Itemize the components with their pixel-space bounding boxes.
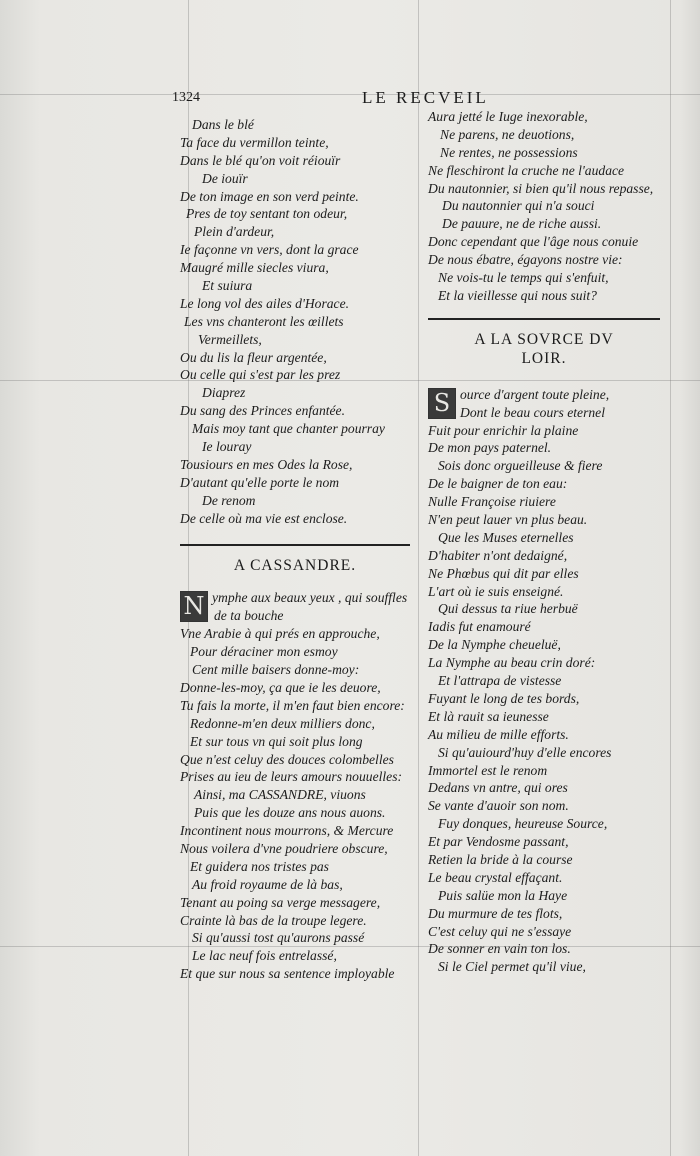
verse-line: Et la vieillesse qui nous suit?: [438, 287, 597, 303]
verse-line: Qui dessus ta riue herbuë: [438, 601, 578, 617]
left-column: [180, 116, 410, 983]
verse-line: Incontinent nous mourrons, & Mercure: [180, 823, 394, 839]
verse-line: C'est celuy qui ne s'essaye: [428, 923, 572, 939]
verse-line: ource d'argent toute pleine,: [460, 386, 610, 402]
verse-line: Du nautonnier, si bien qu'il nous repasse,: [428, 180, 654, 196]
page-fold-line: [670, 0, 671, 1156]
verse-line: Tenant au poing sa verge messagere,: [180, 894, 381, 910]
verse-line: Le beau crystal effaçant.: [428, 869, 563, 885]
verse-line: Si le Ciel permet qu'il viue,: [438, 959, 586, 975]
verse-line: Maugré mille siecles viura,: [180, 260, 329, 276]
verse-line: Vermeillets,: [198, 331, 262, 347]
running-title: LE RECVEIL: [362, 88, 489, 107]
page-number: 1324: [172, 90, 200, 105]
dropcap-letter: S: [428, 388, 456, 419]
verse-line: De le baigner de ton eau:: [428, 476, 568, 492]
verse-line: de ta bouche: [214, 608, 284, 624]
verse-line: Sois donc orgueilleuse & fiere: [438, 458, 603, 474]
verse-line: Tousiours en mes Odes la Rose,: [180, 456, 353, 472]
verse-line: Nulle Françoise riuiere: [428, 494, 556, 510]
verse-line: Crainte là bas de la troupe legere.: [180, 912, 367, 928]
verse-line: Dans le blé qu'on voit réiouïr: [180, 152, 341, 168]
verse-line: Et l'attrapa de vistesse: [438, 673, 562, 689]
verse-line: Donc cependant que l'âge nous conuie: [428, 234, 639, 250]
verse-line: De mon pays paternel.: [428, 440, 552, 456]
verse-line: Dans le blé: [192, 117, 254, 132]
verse-line: Ie louray: [202, 439, 252, 455]
verse-line: Puis salüe mon la Haye: [438, 887, 568, 903]
verse-line: Dont le beau cours eternel: [460, 404, 605, 420]
verse-line: Pour déraciner mon esmoy: [190, 644, 338, 660]
verse-line: Se vante d'auoir son nom.: [428, 798, 569, 814]
verse-line: Si qu'aussi tost qu'aurons passé: [192, 930, 365, 946]
verse-line: Et guidera nos tristes pas: [190, 858, 329, 874]
verse-line: De sonner en vain ton los.: [428, 941, 571, 957]
verse-line: Donne-les-moy, ça que ie les deuore,: [180, 679, 381, 695]
verse-line: Plein d'ardeur,: [194, 224, 275, 240]
verse-line: Au milieu de mille efforts.: [428, 726, 569, 742]
verse-line: Et que sur nous sa sentence imployable: [180, 966, 395, 982]
verse-line: D'autant qu'elle porte le nom: [180, 474, 340, 490]
verse-line: Du nautonnier qui n'a souci: [442, 198, 595, 214]
verse-line: Les vns chanteront les œillets: [184, 313, 344, 329]
verse-line: Dedans vn antre, qui ores: [428, 780, 568, 796]
verse-line: Du sang des Princes enfantée.: [180, 403, 345, 419]
verse-line: Nous voilera d'vne poudriere obscure,: [180, 840, 388, 856]
verse-line: Ou celle qui s'est par les prez: [180, 367, 341, 383]
verse-line: De iouïr: [202, 170, 248, 186]
verse-line: Tu fais la morte, il m'en faut bien encore:: [180, 697, 405, 713]
verse-line: Ne fleschiront la cruche ne l'audace: [428, 162, 625, 178]
poem-cassandre: [180, 589, 410, 983]
verse-line: De ton image en son verd peinte.: [180, 188, 359, 204]
verse-line: Vne Arabie à qui prés en approuche,: [180, 626, 380, 642]
poem-title-cassandre: A CASSANDRE.: [233, 557, 357, 575]
verse-line: De renom: [202, 492, 256, 508]
verse-line: La Nymphe au beau crin doré:: [428, 655, 596, 671]
verse-line: Le long vol des ailes d'Horace.: [180, 295, 350, 311]
verse-line: Ne rentes, ne possessions: [440, 144, 578, 160]
verse-line: Et par Vendosme passant,: [428, 834, 569, 850]
verse-line: Retien la bride à la course: [428, 851, 573, 867]
poem-source-loir: [428, 386, 660, 976]
verse-line: Immortel est le renom: [428, 762, 548, 778]
verse-line: Cent mille baisers donne-moy:: [192, 662, 360, 678]
verse-line: Ainsi, ma CASSANDRE, viuons: [194, 787, 366, 803]
verse-line: Ta face du vermillon teinte,: [180, 134, 329, 150]
verse-line: De la Nymphe cheueluë,: [428, 637, 561, 653]
verse-line: De celle où ma vie est enclose.: [180, 510, 348, 526]
verse-line: Fuyant le long de tes bords,: [428, 690, 580, 706]
verse-line: N'en peut lauer vn plus beau.: [428, 512, 588, 528]
poem-title-source-loir: A LA SOVRCE DV LOIR.: [474, 330, 614, 367]
page-fold-line: [418, 0, 419, 1156]
verse-line: Redonne-m'en deux milliers donc,: [190, 715, 375, 731]
verse-line: Du murmure de tes flots,: [428, 905, 563, 921]
verse-line: Diaprez: [202, 385, 246, 401]
verse-line: Et suiura: [202, 278, 253, 294]
verse-line: Si qu'auiourd'huy d'elle encores: [438, 744, 612, 760]
dropcap-letter: N: [180, 591, 208, 622]
verse-line: Que les Muses eternelles: [438, 529, 574, 545]
verse-line: Fuit pour enrichir la plaine: [428, 422, 579, 438]
verse-line: Que n'est celuy des douces colombelles: [180, 751, 394, 767]
verse-line: Prises au ieu de leurs amours nouuelles:: [180, 769, 403, 785]
verse-line: Et sur tous vn qui soit plus long: [190, 733, 363, 749]
verse-line: Ne vois-tu le temps qui s'enfuit,: [438, 270, 609, 286]
verse-line: Le lac neuf fois entrelassé,: [192, 948, 337, 964]
verse-line: Ie façonne vn vers, dont la grace: [180, 242, 359, 258]
verse-line: Aura jetté le Iuge inexorable,: [428, 109, 588, 124]
verse-line: Et là rauit sa ieunesse: [428, 708, 549, 724]
verse-line: Pres de toy sentant ton odeur,: [186, 206, 348, 222]
verse-line: L'art où ie suis enseigné.: [428, 583, 564, 599]
verse-line: De pauure, ne de riche aussi.: [442, 216, 602, 232]
verse-line: D'habiter n'ont dedaigné,: [428, 547, 568, 563]
verse-line: Mais moy tant que chanter pourray: [192, 421, 385, 437]
verse-line: De nous ébatre, égayons nostre vie:: [428, 252, 623, 268]
verse-line: Fuy donques, heureuse Source,: [438, 816, 608, 832]
poem-cassandre-continued: [428, 108, 660, 305]
right-column: [428, 108, 660, 976]
verse-line: Ne parens, ne deuotions,: [440, 126, 575, 142]
verse-line: Au froid royaume de là bas,: [192, 876, 343, 892]
verse-line: Ou du lis la fleur argentée,: [180, 349, 327, 365]
poem-ode-rose: [180, 116, 410, 527]
verse-line: Puis que les douze ans nous auons.: [194, 805, 386, 821]
verse-line: Ne Phœbus qui dit par elles: [428, 565, 579, 581]
verse-line: Iadis fut enamouré: [428, 619, 531, 635]
verse-line: ymphe aux beaux yeux , qui souffles: [212, 590, 408, 606]
